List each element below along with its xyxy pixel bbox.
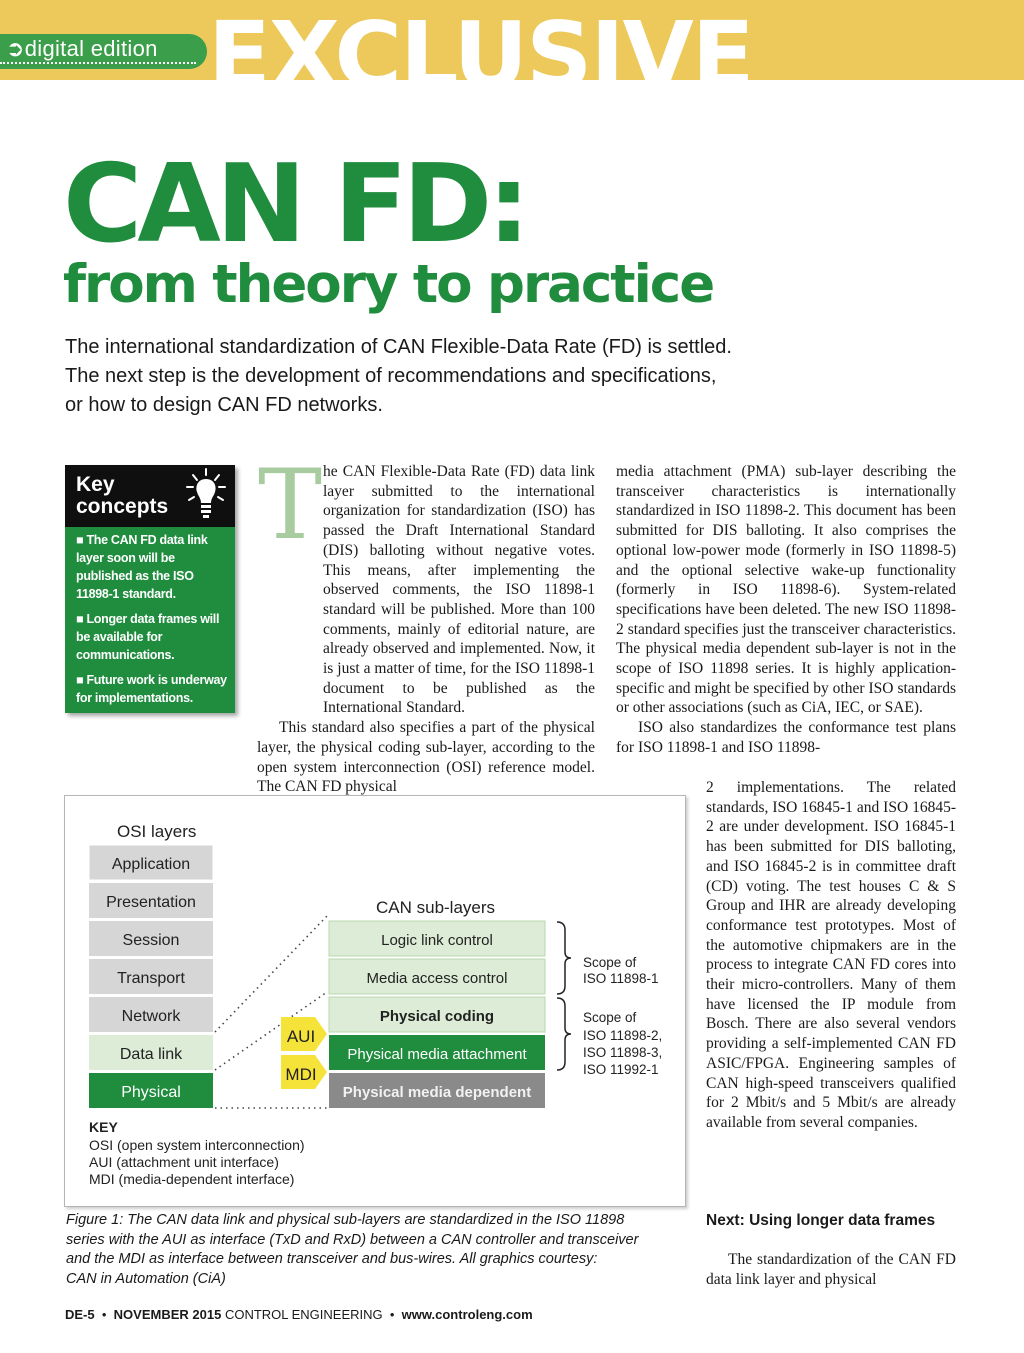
key-concept-item: ■ Future work is underway for implementations.	[76, 673, 227, 705]
can-title: CAN sub-layers	[376, 898, 496, 917]
figure-key-title: KEY	[89, 1119, 118, 1135]
lightbulb-icon	[185, 467, 227, 523]
footer-separator: •	[386, 1307, 399, 1322]
paragraph: The standardization of the CAN FD data link layer and physical	[706, 1251, 956, 1288]
deck-line: The next step is the development of recommendations and specifications,	[65, 365, 717, 387]
osi-layer-label: Presentation	[106, 894, 196, 911]
osi-layer-stack	[89, 845, 213, 1108]
key-concept-item: ■ The CAN FD data link layer soon will be published as the ISO 11898-1 standard.	[76, 533, 208, 601]
exclusive-text: EXCLUSIVE	[208, 2, 753, 109]
caption-line: CAN in Automation (CiA)	[66, 1270, 226, 1287]
issue-date: NOVEMBER 2015	[113, 1307, 222, 1322]
section-heading: Next: Using longer data frames	[706, 1212, 936, 1229]
aui-label: AUI	[286, 1027, 316, 1046]
scope-text: ISO 11992-1	[583, 1062, 659, 1077]
osi-layer-label: Transport	[117, 970, 185, 987]
article-subtitle: from theory to practice	[63, 254, 714, 315]
exclusive-banner	[208, 2, 753, 109]
osi-layer-label: Physical	[121, 1084, 181, 1101]
key-concepts-title: Key concepts	[76, 473, 169, 518]
page-footer	[65, 1307, 533, 1322]
page-number: DE-5	[65, 1307, 95, 1322]
footer-url[interactable]: www.controleng.com	[401, 1307, 533, 1322]
osi-layer-label: Data link	[119, 1046, 183, 1063]
osi-layer-label: Application	[111, 856, 191, 873]
arrow-circle-icon: ➲	[6, 36, 25, 61]
paragraph: 2 implementations. The related standards, ISO 16845-1 and ISO 16845-2 are under development. ISO 16845-1 has been submitted for DIS balloting, and ISO 16845-2 is in committee draft (CD) voting. The test houses C & S Group and IHR are already developing conformance test prototypes. Most of the automotive chipmakers are in the process to integrate CAN FD cores into their micro-controllers. Many of them have licensed the IP module from Bosch. There are also several vendors providing a self-implemented CAN FD ASIC/FPGA. Engineering samples of CAN high-speed transceivers qualified for 2 Mbit/s and 5 Mbit/s are already available from several companies.	[706, 779, 956, 1131]
magazine-name: CONTROL ENGINEERING	[224, 1307, 383, 1322]
scope-brace-2	[557, 998, 571, 1070]
can-layer-label: Physical media attachment	[347, 1046, 527, 1063]
footer-separator: •	[98, 1307, 111, 1322]
body-column-4	[706, 1250, 956, 1289]
osi-can-diagram	[65, 796, 685, 1206]
body-column-1	[257, 449, 595, 797]
mdi-label: MDI	[285, 1065, 317, 1084]
drop-cap: T	[258, 449, 323, 561]
osi-layer-label: Session	[122, 932, 180, 949]
scope-brace-1	[557, 922, 571, 994]
scope-text: ISO 11898-1	[583, 971, 659, 986]
can-layer-label: Physical coding	[379, 1008, 495, 1025]
can-layer-label: Media access control	[366, 970, 508, 987]
can-sublayer-stack	[329, 921, 545, 1108]
deck-line: or how to design CAN FD networks.	[65, 394, 383, 416]
scope-text: ISO 11898-2,	[583, 1028, 663, 1043]
badge-dotted-rule	[0, 62, 196, 64]
osi-layer-label: Network	[121, 1008, 181, 1025]
figure-key-item: AUI (attachment unit interface)	[89, 1154, 279, 1170]
figure-key-item: OSI (open system interconnection)	[89, 1137, 305, 1153]
key-concept-item: ■ Longer data frames will be available for communications.	[76, 612, 220, 662]
paragraph: ISO also standardizes the conformance test plans for ISO 11898-1 and ISO 11898-	[616, 719, 956, 756]
body-column-2	[616, 462, 956, 758]
can-layer-label: Logic link control	[381, 932, 493, 949]
paragraph: he CAN Flexible-Data Rate (FD) data link layer submitted to the international organization for standardization (ISO) has passed the Draft International Standard (DIS) balloting without negative votes. This means, after implementing the observed comments, the ISO 11898-1 standard will be published. More than 100 comments, mainly of editorial nature, are already observed and implemented. Now, it is just a matter of time, for the ISO 11898-1 document to be published as the International Standard.	[323, 463, 595, 717]
caption-line: and the MDI as interface between transceiver and bus-wires. All graphics courtesy:	[66, 1251, 598, 1268]
paragraph: media attachment (PMA) sub-layer describing the transceiver characteristics is internationally standardized in ISO 11898-2. This document has been submitted for DIS balloting. It also comprises the optional low-power mode (formerly in ISO 11898-5) and the optional selective wake-up functionality (formerly in ISO 11898-6). System-related specifications have been deleted. The new ISO 11898-2 standard specifies just the transceiver characteristics. The physical media dependent sub-layer is not in the scope of ISO 11898 series. It is highly application-specific and might be specified by other ISO standards or other associations (such as CiA, IEC, or SAE).	[616, 463, 956, 717]
paragraph: This standard also specifies a part of the physical layer, the physical coding sub-layer, according to the open system interconnection (OSI) reference model. The CAN FD physical	[257, 719, 595, 796]
osi-title: OSI layers	[117, 822, 197, 841]
scope-text: Scope of	[583, 955, 637, 970]
deck-line: The international standardization of CAN Flexible-Data Rate (FD) is settled.	[65, 336, 732, 358]
figure-caption	[66, 1211, 696, 1289]
can-layer-label: Physical media dependent	[342, 1084, 532, 1101]
figure-osi-diagram	[64, 795, 686, 1207]
article-deck	[65, 333, 825, 420]
article-title: CAN FD:	[63, 142, 526, 267]
scope-text: Scope of	[583, 1010, 637, 1025]
digital-edition-label: digital edition	[24, 36, 158, 61]
caption-line: series with the AUI as interface (TxD and RxD) between a CAN controller and transceiver	[66, 1231, 639, 1248]
body-column-3	[706, 778, 956, 1133]
figure-key-item: MDI (media-dependent interface)	[89, 1171, 295, 1187]
scope-text: ISO 11898-3,	[583, 1045, 663, 1060]
caption-line: Figure 1: The CAN data link and physical sub-layers are standardized in the ISO 11898	[66, 1212, 625, 1228]
